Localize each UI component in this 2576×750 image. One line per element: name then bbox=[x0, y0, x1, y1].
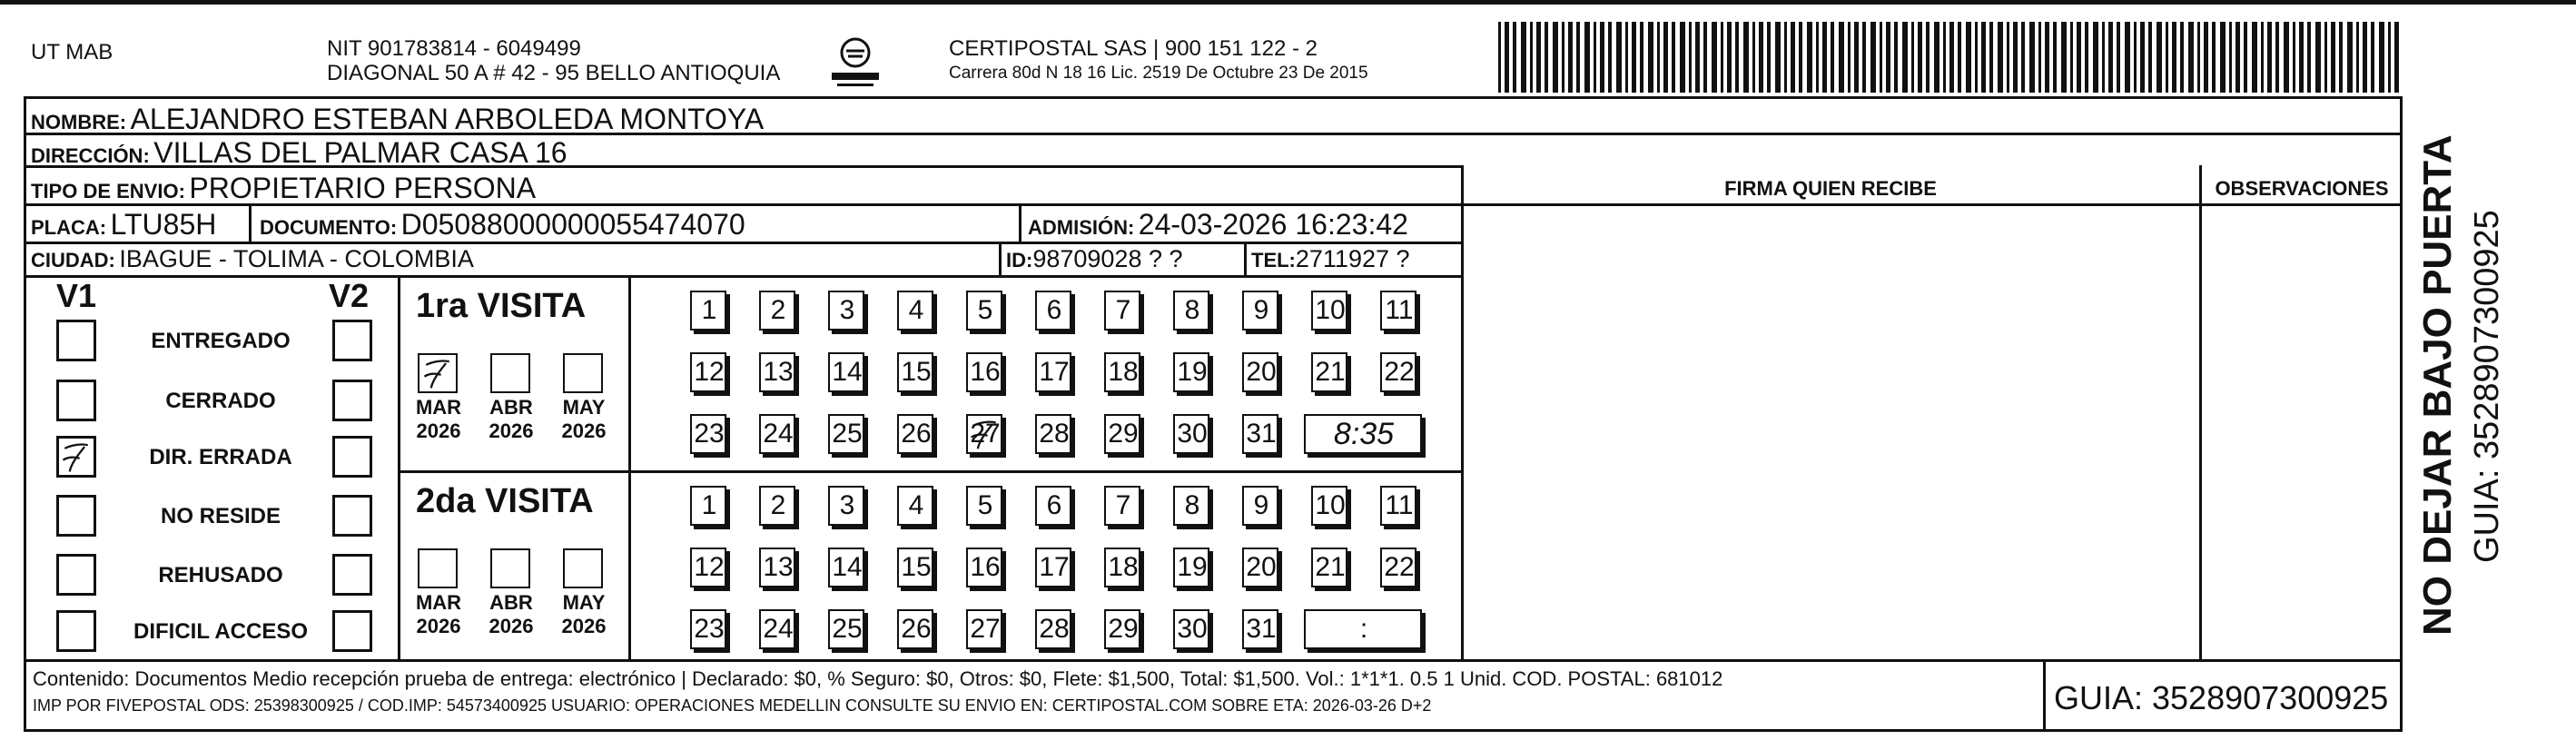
barcode-bar bbox=[1672, 22, 1675, 93]
barcode-bar bbox=[1752, 22, 1755, 93]
day-box[interactable]: 17 bbox=[1035, 352, 1071, 392]
top-edge-line bbox=[0, 0, 2576, 5]
month-label bbox=[552, 396, 616, 443]
day-box[interactable]: 21 bbox=[1311, 352, 1347, 392]
barcode-bar bbox=[1966, 22, 1971, 93]
day-box[interactable]: 2 bbox=[759, 486, 795, 526]
barcode-bar bbox=[2394, 22, 2399, 93]
month-checkbox[interactable] bbox=[563, 548, 603, 588]
day-box[interactable]: 20 bbox=[1242, 548, 1278, 587]
month-name: MAR bbox=[415, 591, 462, 614]
v2-checkbox[interactable] bbox=[332, 610, 372, 652]
day-box[interactable]: 11 bbox=[1380, 291, 1416, 331]
barcode-bar bbox=[2148, 22, 2152, 93]
month-name: MAY bbox=[562, 591, 606, 614]
barcode-bar bbox=[2331, 22, 2335, 93]
row-line-5 bbox=[24, 275, 1463, 278]
barcode-bar bbox=[2363, 22, 2367, 93]
barcode-bar bbox=[1553, 22, 1558, 93]
barcode-bar bbox=[1759, 22, 1763, 93]
nombre-label: NOMBRE: bbox=[31, 111, 127, 133]
month-checkbox[interactable] bbox=[563, 353, 603, 393]
placa-sep bbox=[249, 203, 252, 242]
day-box[interactable]: 24 bbox=[759, 609, 795, 649]
day-box[interactable]: 8 bbox=[1173, 486, 1209, 526]
v2-checkbox[interactable] bbox=[332, 436, 372, 478]
barcode-bar bbox=[1703, 22, 1707, 93]
barcode-bar bbox=[1911, 22, 1914, 93]
day-box[interactable]: 7 bbox=[1104, 486, 1140, 526]
barcode-bar bbox=[2013, 22, 2018, 93]
day-box[interactable]: 29 bbox=[1104, 414, 1140, 454]
barcode-bar bbox=[1530, 22, 1533, 93]
barcode-bar bbox=[2347, 22, 2353, 93]
barcode-bar bbox=[1735, 22, 1739, 93]
barcode-bar bbox=[1822, 22, 1827, 93]
barcode-bar bbox=[2125, 22, 2130, 93]
day-box[interactable]: 20 bbox=[1242, 352, 1278, 392]
day-box[interactable]: 17 bbox=[1035, 548, 1071, 587]
barcode bbox=[1498, 22, 2406, 93]
direccion-label: DIRECCIÓN: bbox=[31, 144, 150, 167]
day-box[interactable]: 15 bbox=[897, 352, 933, 392]
v2-checkbox[interactable] bbox=[332, 380, 372, 421]
v2-checkbox[interactable] bbox=[332, 495, 372, 537]
v2-checkbox[interactable] bbox=[332, 554, 372, 596]
barcode-bar bbox=[1695, 22, 1700, 93]
barcode-bar bbox=[1721, 22, 1723, 93]
footer-contenido: Contenido: Documentos Medio recepción prueba de entrega: electrónico | Declarado: $0, % Seguro: $0, Otros: $0, Flete: $1,500, Total: $1,500. Vol.: 1*1*1. 0.5 1 Unid. COD. POSTAL: 681012 bbox=[33, 667, 1723, 690]
v1-checkbox[interactable] bbox=[56, 554, 96, 596]
barcode-bar bbox=[2252, 22, 2257, 93]
barcode-bar bbox=[2244, 22, 2247, 93]
barcode-bar bbox=[2117, 22, 2120, 93]
direccion-value: VILLAS DEL PALMAR CASA 16 bbox=[153, 136, 568, 169]
barcode-bar bbox=[2212, 22, 2216, 93]
barcode-bar bbox=[1943, 22, 1946, 93]
admision-label: ADMISIÓN: bbox=[1028, 216, 1135, 239]
barcode-bar bbox=[2007, 22, 2009, 93]
company-name: CERTIPOSTAL SAS | 900 151 122 - 2 bbox=[949, 36, 1318, 61]
month-year: 2026 bbox=[561, 419, 607, 442]
v1-label: V1 bbox=[56, 277, 97, 314]
id-sep bbox=[999, 242, 1002, 275]
day-box[interactable]: 15 bbox=[897, 548, 933, 587]
barcode-bar bbox=[1767, 22, 1771, 93]
visit-title: 2da VISITA bbox=[416, 482, 594, 520]
day-box[interactable]: 12 bbox=[690, 352, 726, 392]
day-box[interactable]: 10 bbox=[1311, 486, 1347, 526]
month-year: 2026 bbox=[489, 615, 534, 637]
tipo-value: PROPIETARIO PERSONA bbox=[189, 172, 537, 204]
status-label: DIR. ERRADA bbox=[149, 445, 292, 469]
v1-checkbox[interactable] bbox=[56, 320, 96, 361]
month-label bbox=[479, 591, 543, 638]
barcode-bar bbox=[1625, 22, 1628, 93]
status-label: NO RESIDE bbox=[160, 504, 281, 528]
barcode-bar bbox=[2324, 22, 2327, 93]
ciudad-value: IBAGUE - TOLIMA - COLOMBIA bbox=[119, 245, 474, 272]
barcode-bar bbox=[1958, 22, 1961, 93]
day-box[interactable]: 16 bbox=[966, 352, 1002, 392]
barcode-bar bbox=[1848, 22, 1851, 93]
day-box[interactable]: 22 bbox=[1380, 548, 1416, 587]
day-box[interactable]: 29 bbox=[1104, 609, 1140, 649]
day-box[interactable]: 8 bbox=[1173, 291, 1209, 331]
certipostal-logo bbox=[828, 33, 883, 89]
barcode-bar bbox=[2379, 22, 2384, 93]
barcode-bar bbox=[1743, 22, 1749, 93]
day-box[interactable]: 23 bbox=[690, 609, 726, 649]
firma-label: FIRMA QUIEN RECIBE bbox=[1724, 177, 1937, 200]
barcode-bar bbox=[1981, 22, 1986, 93]
barcode-bar bbox=[2085, 22, 2088, 93]
day-box[interactable]: 19 bbox=[1173, 352, 1209, 392]
day-box[interactable]: 18 bbox=[1104, 548, 1140, 587]
day-box[interactable]: 19 bbox=[1173, 548, 1209, 587]
day-box[interactable]: 5 bbox=[966, 486, 1002, 526]
barcode-bar bbox=[2038, 22, 2041, 93]
placa-value: LTU85H bbox=[110, 208, 217, 241]
barcode-bar bbox=[1926, 22, 1930, 93]
barcode-bar bbox=[1568, 22, 1573, 93]
day-box[interactable]: 14 bbox=[828, 352, 864, 392]
tel-label: TEL: bbox=[1251, 249, 1296, 271]
barcode-bar bbox=[1498, 22, 1501, 93]
barcode-bar bbox=[1799, 22, 1802, 93]
day-box[interactable]: 13 bbox=[759, 352, 795, 392]
visit-time-box[interactable]: 8:35 bbox=[1304, 414, 1422, 454]
day-box[interactable]: 4 bbox=[897, 486, 933, 526]
day-box[interactable]: 30 bbox=[1173, 609, 1209, 649]
visit-time-box[interactable]: : bbox=[1304, 609, 1422, 649]
barcode-bar bbox=[1862, 22, 1866, 93]
barcode-bar bbox=[1727, 22, 1732, 93]
documento-value: D05088000000055474070 bbox=[400, 208, 745, 241]
day-box[interactable]: 1 bbox=[690, 291, 726, 331]
nombre-value: ALEJANDRO ESTEBAN ARBOLEDA MONTOYA bbox=[130, 103, 765, 135]
footer-imp: IMP POR FIVEPOSTAL ODS: 25398300925 / COD.IMP: 54573400925 USUARIO: OPERACIONES MEDELLIN CONSULTE SU ENVIO EN: CERTIPOSTAL.COM SOBRE ETA: 2026-03-26 D+2 bbox=[33, 696, 1432, 715]
month-year: 2026 bbox=[416, 419, 461, 442]
barcode-bar bbox=[1998, 22, 2003, 93]
tel-value: 2711927 ? bbox=[1295, 245, 1410, 272]
barcode-bar bbox=[1536, 22, 1541, 93]
day-box[interactable]: 1 bbox=[690, 486, 726, 526]
barcode-bar bbox=[1712, 22, 1717, 93]
v1-checkbox[interactable] bbox=[56, 380, 96, 421]
barcode-bar bbox=[2134, 22, 2137, 93]
barcode-bar bbox=[2029, 22, 2035, 93]
day-box[interactable]: 3 bbox=[828, 486, 864, 526]
barcode-bar bbox=[1545, 22, 1548, 93]
day-box[interactable]: 26 bbox=[897, 414, 933, 454]
barcode-bar bbox=[1562, 22, 1564, 93]
barcode-bar bbox=[2371, 22, 2374, 93]
barcode-bar bbox=[2070, 22, 2073, 93]
barcode-bar bbox=[2275, 22, 2279, 93]
barcode-bar bbox=[1807, 22, 1812, 93]
month-label bbox=[407, 396, 470, 443]
day-box[interactable]: 25 bbox=[828, 414, 864, 454]
barcode-bar bbox=[2284, 22, 2289, 93]
month-name: ABR bbox=[489, 591, 533, 614]
barcode-bar bbox=[1689, 22, 1692, 93]
barcode-bar bbox=[1831, 22, 1834, 93]
barcode-bar bbox=[1584, 22, 1590, 93]
barcode-bar bbox=[2188, 22, 2194, 93]
barcode-bar bbox=[2053, 22, 2057, 93]
barcode-bar bbox=[2204, 22, 2208, 93]
barcode-bar bbox=[2102, 22, 2105, 93]
barcode-bar bbox=[2261, 22, 2264, 93]
barcode-bar bbox=[2045, 22, 2049, 93]
barcode-bar bbox=[1902, 22, 1908, 93]
barcode-bar bbox=[1648, 22, 1653, 93]
barcode-bar bbox=[2229, 22, 2232, 93]
company-license: Carrera 80d N 18 16 Lic. 2519 De Octubre 23 De 2015 bbox=[949, 64, 1368, 83]
barcode-bar bbox=[1975, 22, 1978, 93]
guia-sep bbox=[2043, 659, 2046, 732]
barcode-bar bbox=[1880, 22, 1882, 93]
barcode-bar bbox=[2180, 22, 2184, 93]
documento-label: DOCUMENTO: bbox=[260, 216, 398, 239]
barcode-bar bbox=[1640, 22, 1643, 93]
month-checkbox[interactable] bbox=[418, 548, 458, 588]
barcode-bar bbox=[2235, 22, 2240, 93]
day-box[interactable]: 6 bbox=[1035, 291, 1071, 331]
day-box[interactable]: 5 bbox=[966, 291, 1002, 331]
id-value: 98709028 ? ? bbox=[1032, 245, 1183, 272]
barcode-bar bbox=[2388, 22, 2391, 93]
side-guia: GUIA: 3528907300925 bbox=[2468, 210, 2506, 563]
observaciones-label: OBSERVACIONES bbox=[2215, 177, 2389, 200]
visit-sep-h bbox=[398, 470, 1462, 473]
day-box[interactable]: 27 bbox=[966, 609, 1002, 649]
footer-line bbox=[24, 659, 2403, 662]
day-box[interactable]: 9 bbox=[1242, 486, 1278, 526]
day-box[interactable]: 16 bbox=[966, 548, 1002, 587]
day-box[interactable]: 26 bbox=[897, 609, 933, 649]
day-box[interactable]: 14 bbox=[828, 548, 864, 587]
barcode-bar bbox=[1576, 22, 1580, 93]
sender-name: UT MAB bbox=[31, 40, 114, 64]
barcode-bar bbox=[2166, 22, 2168, 93]
barcode-bar bbox=[1870, 22, 1876, 93]
day-box[interactable]: 12 bbox=[690, 548, 726, 587]
signature-area[interactable] bbox=[1466, 207, 2197, 657]
obs-sep-v bbox=[2199, 165, 2202, 659]
day-box[interactable]: 6 bbox=[1035, 486, 1071, 526]
barcode-bar bbox=[2197, 22, 2200, 93]
barcode-bar bbox=[1854, 22, 1859, 93]
barcode-bar bbox=[2356, 22, 2359, 93]
month-label bbox=[479, 396, 543, 443]
barcode-bar bbox=[1934, 22, 1939, 93]
barcode-bar bbox=[1989, 22, 1993, 93]
barcode-bar bbox=[1663, 22, 1668, 93]
barcode-bar bbox=[1894, 22, 1898, 93]
barcode-bar bbox=[1616, 22, 1622, 93]
barcode-bar bbox=[1680, 22, 1685, 93]
status-label: DIFICIL ACCESO bbox=[133, 619, 308, 644]
month-name: MAR bbox=[415, 396, 462, 419]
barcode-bar bbox=[1949, 22, 1954, 93]
barcode-bar bbox=[2339, 22, 2343, 93]
visit-title: 1ra VISITA bbox=[416, 287, 587, 325]
day-box[interactable]: 22 bbox=[1380, 352, 1416, 392]
day-box[interactable]: 21 bbox=[1311, 548, 1347, 587]
v1-checkbox[interactable] bbox=[56, 610, 96, 652]
day-box[interactable]: 28 bbox=[1035, 609, 1071, 649]
day-box[interactable]: 24 bbox=[759, 414, 795, 454]
barcode-bar bbox=[2140, 22, 2145, 93]
barcode-bar bbox=[2108, 22, 2113, 93]
day-box[interactable]: 18 bbox=[1104, 352, 1140, 392]
status-label: ENTREGADO bbox=[151, 329, 291, 353]
barcode-bar bbox=[2307, 22, 2311, 93]
day-box[interactable]: 30 bbox=[1173, 414, 1209, 454]
day-box[interactable]: 13 bbox=[759, 548, 795, 587]
barcode-bar bbox=[2267, 22, 2272, 93]
barcode-bar bbox=[1521, 22, 1526, 93]
barcode-bar bbox=[2021, 22, 2025, 93]
barcode-bar bbox=[2315, 22, 2321, 93]
barcode-bar bbox=[1632, 22, 1636, 93]
barcode-bar bbox=[1839, 22, 1844, 93]
barcode-bar bbox=[1600, 22, 1604, 93]
status-label: CERRADO bbox=[165, 389, 276, 413]
barcode-bar bbox=[1816, 22, 1819, 93]
month-year: 2026 bbox=[416, 615, 461, 637]
barcode-bar bbox=[2293, 22, 2295, 93]
day-box[interactable]: 3 bbox=[828, 291, 864, 331]
barcode-bar bbox=[1505, 22, 1509, 93]
barcode-bar bbox=[2061, 22, 2067, 93]
observations-area[interactable] bbox=[2204, 207, 2400, 657]
month-checkbox[interactable] bbox=[418, 353, 458, 393]
barcode-bar bbox=[1608, 22, 1612, 93]
barcode-bar bbox=[1775, 22, 1781, 93]
barcode-bar bbox=[2172, 22, 2176, 93]
visit-inner-sep bbox=[628, 275, 631, 659]
v2-checkbox[interactable] bbox=[332, 320, 372, 361]
month-label bbox=[552, 591, 616, 638]
id-label: ID: bbox=[1006, 249, 1033, 271]
month-checkbox[interactable] bbox=[490, 353, 530, 393]
day-box[interactable]: 7 bbox=[1104, 291, 1140, 331]
status-label: REHUSADO bbox=[158, 563, 283, 587]
row-line-4 bbox=[24, 242, 1463, 244]
sender-address: DIAGONAL 50 A # 42 - 95 BELLO ANTIOQUIA bbox=[327, 61, 781, 85]
day-box[interactable]: 31 bbox=[1242, 609, 1278, 649]
day-box[interactable]: 28 bbox=[1035, 414, 1071, 454]
barcode-bar bbox=[1886, 22, 1890, 93]
tel-sep bbox=[1244, 242, 1247, 275]
barcode-bar bbox=[1594, 22, 1596, 93]
form-sep-v bbox=[1461, 165, 1464, 659]
day-box[interactable]: 27 bbox=[966, 414, 1002, 454]
day-box[interactable]: 9 bbox=[1242, 291, 1278, 331]
side-warning: NO DEJAR BAJO PUERTA bbox=[2415, 134, 2460, 636]
placa-label: PLACA: bbox=[31, 216, 107, 239]
barcode-bar bbox=[2220, 22, 2226, 93]
month-name: MAY bbox=[562, 396, 606, 419]
month-label bbox=[407, 591, 470, 638]
nit-text: NIT 901783814 - 6049499 bbox=[327, 36, 581, 61]
admision-value: 24-03-2026 16:23:42 bbox=[1138, 208, 1408, 241]
status-sep bbox=[398, 275, 400, 659]
barcode-bar bbox=[2077, 22, 2081, 93]
day-box[interactable]: 2 bbox=[759, 291, 795, 331]
day-box[interactable]: 31 bbox=[1242, 414, 1278, 454]
month-year: 2026 bbox=[489, 419, 534, 442]
admision-sep bbox=[1019, 203, 1022, 242]
barcode-bar bbox=[1784, 22, 1787, 93]
barcode-bar bbox=[1918, 22, 1922, 93]
day-box[interactable]: 10 bbox=[1311, 291, 1347, 331]
barcode-bar bbox=[1791, 22, 1795, 93]
v2-label: V2 bbox=[329, 277, 370, 314]
day-box[interactable]: 25 bbox=[828, 609, 864, 649]
month-checkbox[interactable] bbox=[490, 548, 530, 588]
v1-checkbox[interactable] bbox=[56, 495, 96, 537]
barcode-bar bbox=[2093, 22, 2098, 93]
tipo-label: TIPO DE ENVIO: bbox=[31, 180, 185, 202]
month-name: ABR bbox=[489, 396, 533, 419]
day-box[interactable]: 23 bbox=[690, 414, 726, 454]
ciudad-label: CIUDAD: bbox=[31, 249, 115, 271]
footer-guia: GUIA: 3528907300925 bbox=[2054, 679, 2389, 716]
day-box[interactable]: 4 bbox=[897, 291, 933, 331]
day-box[interactable]: 11 bbox=[1380, 486, 1416, 526]
barcode-bar bbox=[2299, 22, 2304, 93]
barcode-bar bbox=[1657, 22, 1660, 93]
month-year: 2026 bbox=[561, 615, 607, 637]
barcode-bar bbox=[1513, 22, 1516, 93]
barcode-bar bbox=[2157, 22, 2162, 93]
v1-checkbox[interactable] bbox=[56, 436, 96, 478]
